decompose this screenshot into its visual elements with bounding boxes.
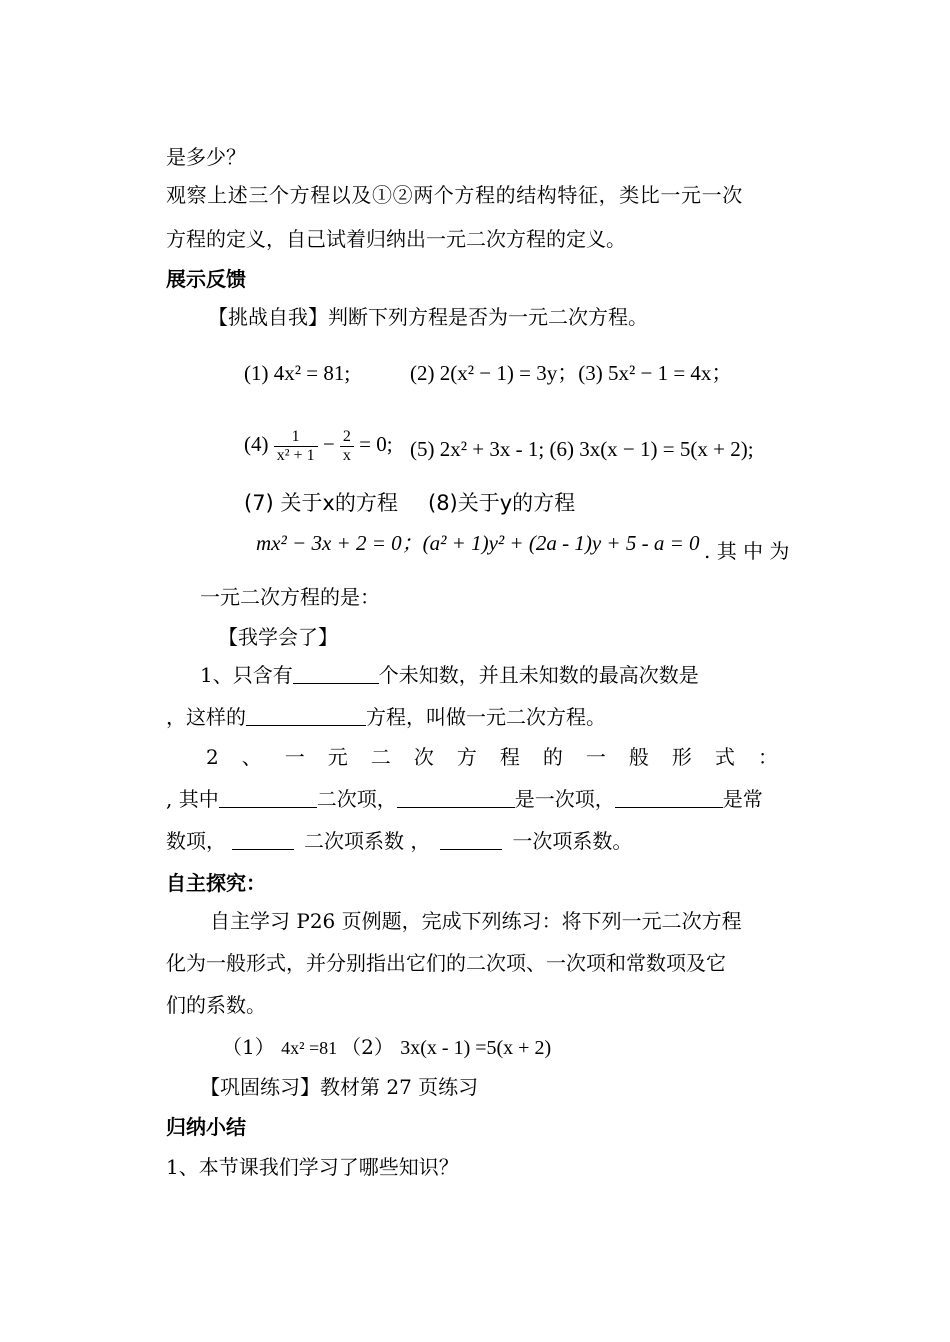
section-heading: 自主探究： xyxy=(166,871,266,895)
text-line: . 其 中 为 xyxy=(704,539,790,563)
text: 一次项系数。 xyxy=(512,829,633,853)
equation-4 xyxy=(244,424,393,465)
text-line: 一元二次方程的是： xyxy=(200,585,380,609)
text-line: 【巩固练习】教材第 27 页练习 xyxy=(200,1075,479,1099)
char: 程 xyxy=(499,745,520,769)
text: 是常 xyxy=(722,787,763,811)
equation-label: (8)关于y的方程 xyxy=(428,491,576,515)
spaced-line xyxy=(206,744,778,770)
text-line: 1、本节课我们学习了哪些知识？ xyxy=(166,1155,459,1179)
equation: (5) 2x² + 3x - 1; (6) 3x(x − 1) = 5(x + 2); xyxy=(410,437,754,461)
section-heading: 归纳小结 xyxy=(166,1115,246,1139)
equation: (1) 4x² = 81; xyxy=(244,361,351,385)
blank[interactable] xyxy=(293,663,379,684)
text: 个未知数，并且未知数的最高次数是 xyxy=(378,663,699,687)
blank[interactable] xyxy=(440,829,502,850)
char: ： xyxy=(757,745,778,769)
char: 的 xyxy=(542,745,563,769)
blank[interactable] xyxy=(615,787,723,808)
operator: − xyxy=(322,432,335,456)
fill-line xyxy=(166,704,606,730)
text: , 其中 xyxy=(166,787,219,811)
text-line: 是多少？ xyxy=(166,145,246,169)
text: 数项， xyxy=(166,829,226,853)
text-line: 化为一般形式，并分别指出它们的二次项、一次项和常数项及它 xyxy=(166,951,726,975)
fraction xyxy=(340,428,354,465)
fill-line xyxy=(200,662,699,688)
text: 是一次项， xyxy=(514,787,615,811)
char: 次 xyxy=(413,745,434,769)
char: 形 xyxy=(671,745,692,769)
text: 方程，叫做一元二次方程。 xyxy=(366,705,606,729)
char: 、 xyxy=(241,745,262,769)
text: （1） xyxy=(222,1035,275,1059)
numerator: 1 xyxy=(274,428,318,447)
blank[interactable] xyxy=(232,829,294,850)
text: 二次项， xyxy=(316,787,397,811)
char: 一 xyxy=(284,745,305,769)
equation: 4x² =81 xyxy=(281,1038,338,1058)
text: 二次项系数 ， xyxy=(304,829,431,853)
section-heading: 展示反馈 xyxy=(166,267,246,291)
equation: mx² − 3x + 2 = 0；(a² + 1)y² + (2a - 1)y + 5 - a = 0 xyxy=(256,531,700,555)
text-line: 【挑战自我】判断下列方程是否为一元二次方程。 xyxy=(208,305,648,329)
text-line: 观察上述三个方程以及①②两个方程的结构特征，类比一元一次 xyxy=(166,183,743,207)
char: 元 xyxy=(327,745,348,769)
text-line: 方程的定义，自己试着归纳出一元二次方程的定义。 xyxy=(166,227,626,251)
blank[interactable] xyxy=(246,705,366,726)
char: 一 xyxy=(585,745,606,769)
fraction xyxy=(274,428,318,465)
text-line: 们的系数。 xyxy=(166,993,266,1017)
text: （2） xyxy=(341,1035,394,1059)
equation-label: (4) xyxy=(244,432,269,456)
char: 二 xyxy=(370,745,391,769)
char: 式 xyxy=(714,745,735,769)
text: 1、只含有 xyxy=(200,663,293,687)
equation: 3x(x - 1) =5(x + 2) xyxy=(400,1037,552,1059)
fill-line xyxy=(166,786,763,812)
char: 般 xyxy=(628,745,649,769)
equation-tail: = 0; xyxy=(359,432,393,456)
equation: (2) 2(x² − 1) = 3y；(3) 5x² − 1 = 4x； xyxy=(410,361,733,385)
char: 2 xyxy=(206,745,219,769)
equation-label: (7) 关于x的方程 xyxy=(244,491,398,515)
denominator: x xyxy=(342,446,351,464)
char: 方 xyxy=(456,745,477,769)
text-line: 【我学会了】 xyxy=(218,625,338,649)
fill-line xyxy=(166,828,632,854)
denominator: x² + 1 xyxy=(276,446,315,464)
text: ，这样的 xyxy=(166,705,246,729)
exercise-line xyxy=(222,1034,551,1061)
numerator: 2 xyxy=(340,428,354,447)
text-line: 自主学习 P26 页例题，完成下列练习：将下列一元二次方程 xyxy=(210,909,742,933)
blank[interactable] xyxy=(397,787,515,808)
blank[interactable] xyxy=(219,787,317,808)
